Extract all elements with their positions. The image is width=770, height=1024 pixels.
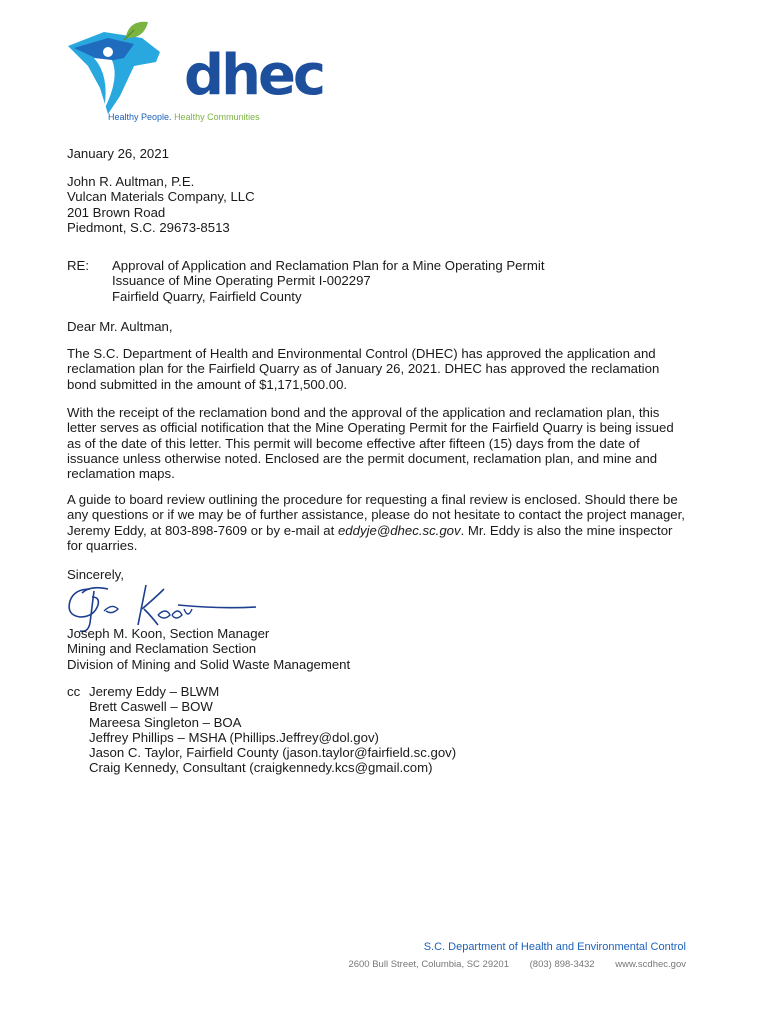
subject-line: Approval of Application and Reclamation Plan for a Mine Operating Permit — [112, 258, 545, 273]
letterhead-footer — [300, 941, 686, 970]
paragraph-line: any questions or if we may be of further assistance, please do not hesitate to contact the project manager, — [67, 507, 685, 523]
recipient-line: 201 Brown Road — [67, 204, 166, 220]
logo-tagline-people: Healthy People. — [108, 112, 172, 122]
cc-recipient: Jason C. Taylor, Fairfield County (jason.taylor@fairfield.sc.gov) — [89, 745, 457, 761]
logo-wordmark: dhec — [184, 43, 324, 108]
letter-date: January 26, 2021 — [67, 146, 169, 161]
subject-label: RE: — [67, 258, 89, 273]
footer-organization: S.C. Department of Health and Environmental Control — [423, 941, 686, 953]
paragraph-line: reclamation plan for the Fairfield Quarry as of January 26, 2021. DHEC has approved the reclamation — [67, 361, 660, 377]
paragraph-approval — [67, 346, 697, 392]
recipient-line: John R. Aultman, P.E. — [67, 174, 195, 189]
paragraph-contact — [67, 492, 697, 553]
cc-recipient: Jeremy Eddy – BLWM — [89, 684, 220, 699]
recipient-line: Vulcan Materials Company, LLC — [67, 189, 255, 205]
paragraph-line: letter serves as official notification that the Mine Operating Permit for the Fairfield Quarry is being issued — [67, 420, 674, 436]
cc-recipient: Brett Caswell – BOW — [89, 699, 213, 715]
signer-name: Joseph M. Koon, Section Manager — [67, 626, 270, 641]
logo-tagline — [108, 112, 260, 122]
paragraph-line: bond submitted in the amount of $1,171,500.00. — [67, 376, 348, 392]
signer-block — [67, 626, 697, 672]
salutation: Dear Mr. Aultman, — [67, 319, 173, 334]
contact-text: Jeremy Eddy, at 803-898-7609 or by e-mail at — [67, 522, 338, 538]
recipient-line: Piedmont, S.C. 29673-8513 — [67, 219, 230, 235]
subject-lines — [112, 258, 632, 304]
paragraph-line: A guide to board review outlining the procedure for requesting a final review is enclosed. Should there be — [67, 492, 678, 507]
paragraph-line: as of the date of this letter. This permit will become effective after fifteen (15) days from the date of — [67, 435, 640, 451]
contact-email-link[interactable]: eddyje@dhec.sc.gov — [337, 522, 461, 538]
closing: Sincerely, — [67, 567, 124, 582]
cc-recipient: Mareesa Singleton – BOA — [89, 714, 242, 730]
paragraph-line: reclamation maps. — [67, 466, 175, 482]
state-leaf-icon — [64, 18, 194, 118]
subject-line: Fairfield Quarry, Fairfield County — [112, 288, 302, 304]
footer-website[interactable]: www.scdhec.gov — [615, 959, 686, 970]
paragraph-line: The S.C. Department of Health and Environmental Control (DHEC) has approved the application and — [67, 346, 656, 361]
footer-phone: (803) 898-3432 — [529, 959, 595, 970]
cc-recipient: Craig Kennedy, Consultant (craigkennedy.kcs@gmail.com) — [89, 760, 433, 776]
paragraph-line: issuance unless otherwise noted. Enclosed are the permit document, reclamation plan, and mine and — [67, 450, 658, 466]
recipient-address — [67, 174, 697, 235]
signer-section: Mining and Reclamation Section — [67, 641, 257, 657]
paragraph-line: With the receipt of the reclamation bond and the approval of the application and reclamation plan, this — [67, 405, 660, 420]
subject-line: Issuance of Mine Operating Permit I-002297 — [112, 273, 371, 289]
cc-label: cc — [67, 684, 81, 699]
paragraph-line — [67, 523, 697, 538]
signer-division: Division of Mining and Solid Waste Management — [67, 656, 351, 672]
footer-address: 2600 Bull Street, Columbia, SC 29201 — [348, 959, 509, 970]
logo-tagline-communities: Healthy Communities — [174, 112, 260, 122]
contact-text: . Mr. Eddy is also the mine inspector — [460, 522, 673, 538]
footer-contact — [300, 959, 686, 970]
cc-recipient: Jeffrey Phillips – MSHA (Phillips.Jeffrey@dol.gov) — [89, 729, 379, 745]
dhec-logo — [64, 18, 324, 128]
paragraph-line: for quarries. — [67, 537, 138, 553]
paragraph-notification — [67, 405, 697, 481]
cc-recipients — [89, 684, 589, 776]
